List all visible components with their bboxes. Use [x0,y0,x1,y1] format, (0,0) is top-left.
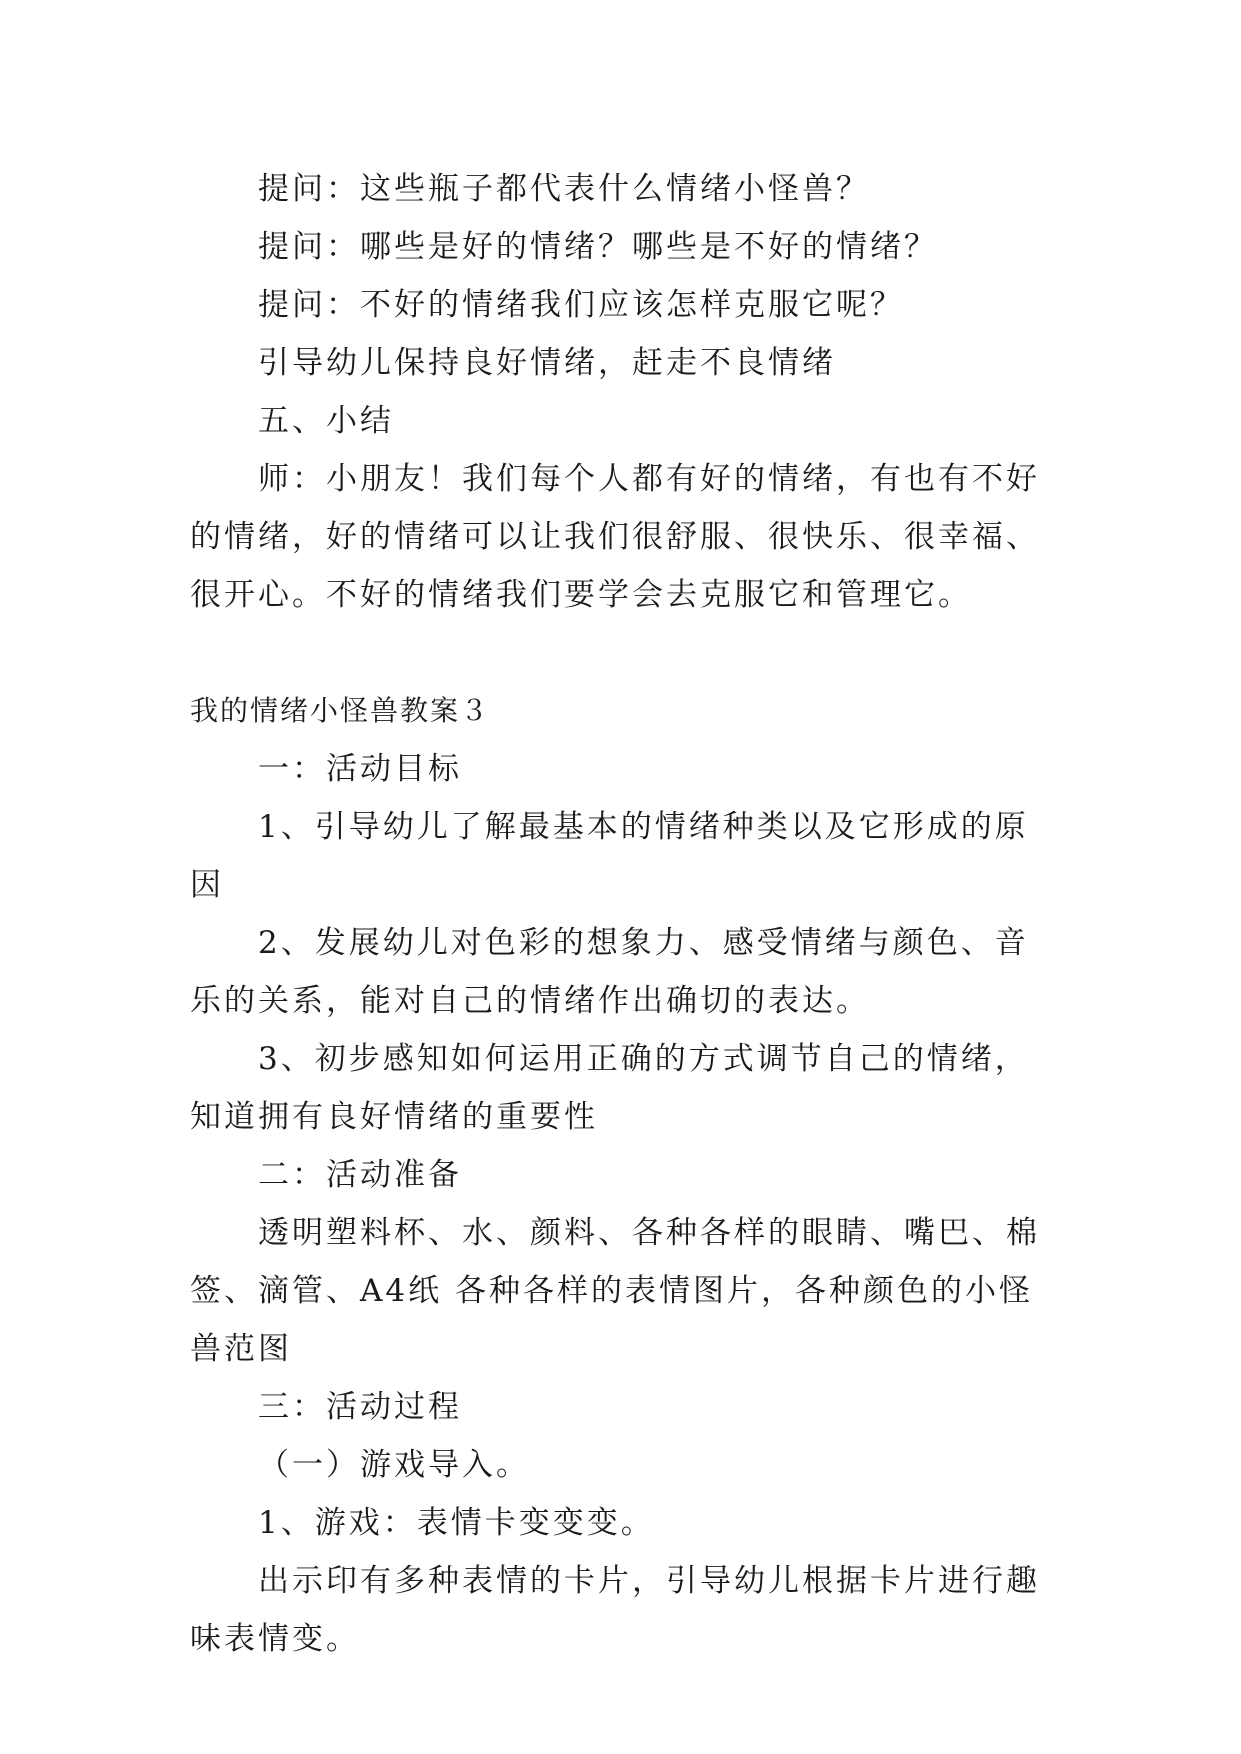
paragraph: 引导幼儿保持良好情绪，赶走不良情绪 [258,345,836,381]
section-title: 我的情绪小怪兽教案３ [190,694,491,727]
section-spacer [190,624,1060,682]
subheading: （一）游戏导入。 [258,1447,530,1483]
paragraph: 1、游戏：表情卡变变变。 [258,1505,655,1541]
paragraph: 师：小朋友！我们每个人都有好的情绪，有也有不好的情绪，好的情绪可以让我们很舒服、很快乐、很幸福、很开心。不好的情绪我们要学会去克服它和管理它。 [190,461,1040,613]
paragraph: 提问：哪些是好的情绪？哪些是不好的情绪？ [258,229,938,265]
paragraph: 2、发展幼儿对色彩的想象力、感受情绪与颜色、音乐的关系，能对自己的情绪作出确切的表达。 [190,925,1029,1019]
paragraph: 透明塑料杯、水、颜料、各种各样的眼睛、嘴巴、棉签、滴管、A4纸 各种各样的表情图片，各种颜色的小怪兽范图 [190,1215,1040,1367]
paragraph: 1、引导幼儿了解最基本的情绪种类以及它形成的原因 [190,809,1029,903]
subheading: 三：活动过程 [258,1389,462,1425]
subheading: 一：活动目标 [258,751,462,787]
paragraph: 3、初步感知如何运用正确的方式调节自己的情绪，知道拥有良好情绪的重要性 [190,1041,1029,1135]
paragraph: 提问：这些瓶子都代表什么情绪小怪兽？ [258,171,870,207]
paragraph: 提问：不好的情绪我们应该怎样克服它呢？ [258,287,904,323]
paragraph: 出示印有多种表情的卡片，引导幼儿根据卡片进行趣味表情变。 [190,1563,1040,1657]
subheading: 二：活动准备 [258,1157,462,1193]
subheading: 五、小结 [258,403,394,439]
document-body [190,160,1060,1668]
